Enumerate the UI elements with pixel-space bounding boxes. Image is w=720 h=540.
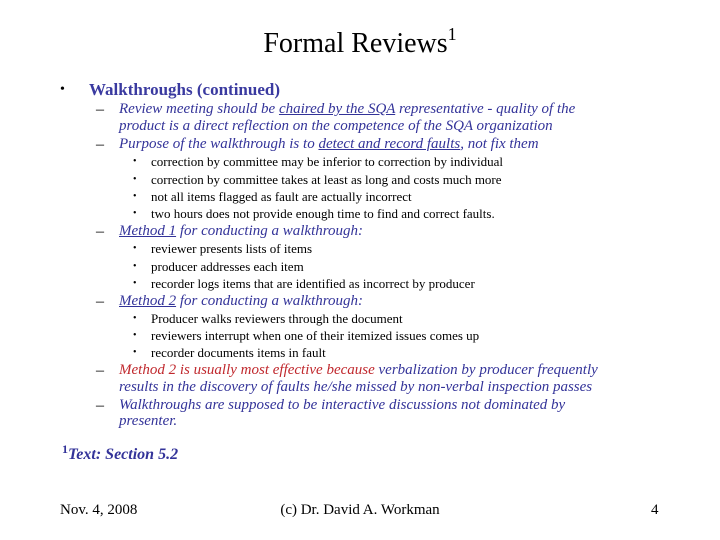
point-purpose-a: Purpose of the walkthrough is to [119, 136, 319, 152]
main-bullet: • [60, 82, 65, 97]
point-sqa-chair-a: Review meeting should be [119, 101, 279, 117]
dash-4: – [96, 293, 104, 310]
sub-bullet: • [133, 330, 137, 341]
sub-bullet: • [133, 174, 137, 185]
sub-bullet: • [133, 208, 137, 219]
point-sqa-chair-line2: product is a direct reflection on the competence of the SQA organization [119, 118, 553, 134]
point-interactive-line2: presenter. [119, 413, 178, 429]
list-item: recorder logs items that are identified as incorrect by producer [151, 276, 475, 291]
heading-text: Walkthroughs [89, 80, 193, 99]
dash-5: – [96, 362, 104, 379]
effective-red-text: Method 2 is usually most effective because [119, 362, 375, 378]
point-method-2-effective-line2: results in the discovery of faults he/she missed by non-verbal inspection passes [119, 379, 593, 395]
sub-bullet: • [133, 278, 137, 289]
slide-title [0, 24, 720, 60]
point-sqa-chair-c: representative - [395, 101, 497, 117]
list-item: reviewer presents lists of items [151, 241, 313, 256]
method-1-desc: for conducting a walkthrough: [176, 223, 364, 239]
list-item: recorder documents items in fault [151, 345, 326, 360]
effective-blue-text: verbalization by producer frequently [374, 362, 598, 378]
point-method-2 [119, 293, 363, 310]
list-item: reviewers interrupt when one of their itemized issues comes up [151, 328, 480, 343]
point-purpose-underlined: detect and record faults [318, 136, 461, 152]
dash-1: – [96, 101, 104, 118]
list-item: correction by committee takes at least as long and costs much more [151, 172, 502, 187]
page-number: 4 [651, 502, 659, 518]
point-method-1 [119, 223, 363, 240]
dash-2: – [96, 136, 104, 153]
footnote [62, 442, 179, 464]
sub-bullet: • [133, 347, 137, 358]
sub-bullet: • [133, 191, 137, 202]
sub-bullet: • [133, 156, 137, 167]
sub-bullet: • [133, 243, 137, 254]
slide-title-text: Formal Reviews [263, 28, 448, 59]
method-1-label: Method 1 [119, 223, 177, 239]
footer-date: Nov. 4, 2008 [60, 502, 138, 518]
heading-continued: (continued) [196, 80, 280, 99]
section-heading [89, 80, 280, 100]
point-sqa-chair [119, 101, 575, 118]
footnote-text: Text: Section 5.2 [68, 446, 179, 463]
point-purpose [119, 136, 539, 153]
point-interactive: Walkthroughs are supposed to be interactive discussions not dominated by [119, 397, 566, 413]
method-2-label: Method 2 [119, 293, 177, 309]
footnote-marker: 1 [62, 442, 68, 456]
list-item: correction by committee may be inferior to correction by individual [151, 154, 503, 169]
point-purpose-c: , not fix them [460, 136, 539, 152]
list-item: Producer walks reviewers through the document [151, 311, 403, 326]
method-2-desc: for conducting a walkthrough: [176, 293, 364, 309]
list-item: two hours does not provide enough time to find and correct faults. [151, 206, 495, 221]
point-method-2-effective [119, 362, 598, 379]
sub-bullet: • [133, 261, 137, 272]
title-footnote-marker: 1 [447, 24, 457, 44]
dash-3: – [96, 223, 104, 240]
point-sqa-chair-d: quality of the [496, 101, 576, 117]
point-sqa-chair-underlined: chaired by the SQA [278, 101, 396, 117]
sub-bullet: • [133, 313, 137, 324]
footer-author: (c) Dr. David A. Workman [280, 502, 440, 518]
list-item: producer addresses each item [151, 259, 304, 274]
dash-6: – [96, 397, 104, 414]
list-item: not all items flagged as fault are actually incorrect [151, 189, 412, 204]
